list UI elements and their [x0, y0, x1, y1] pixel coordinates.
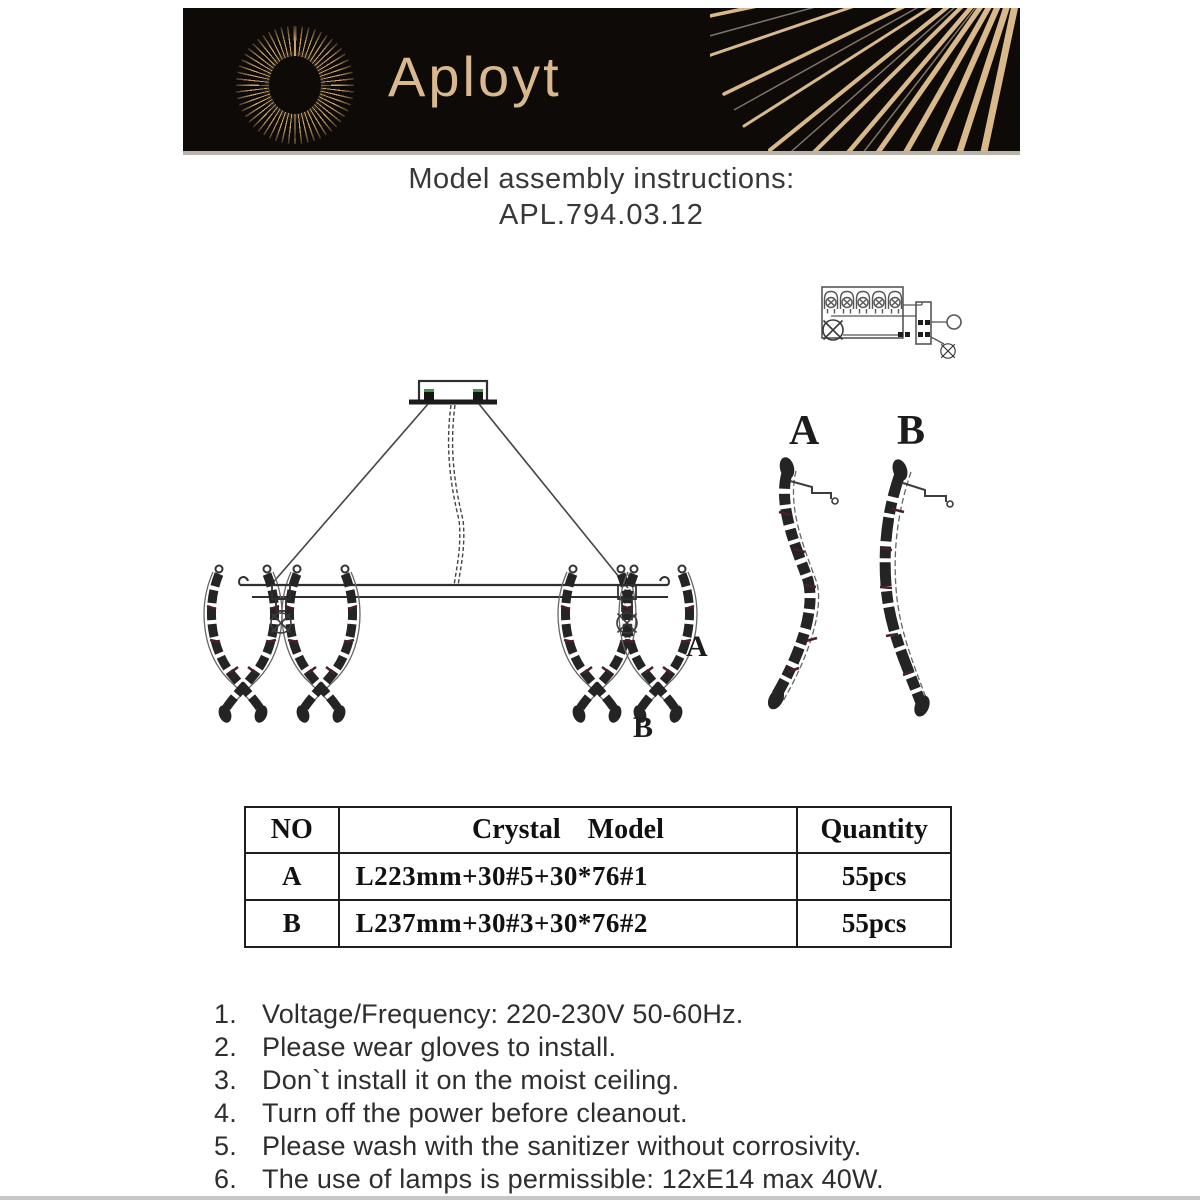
list-item: [214, 1031, 1034, 1064]
list-item: [214, 998, 1034, 1031]
item-text: Don`t install it on the moist ceiling.: [262, 1065, 680, 1095]
item-number: 1.: [214, 999, 237, 1029]
chandelier-label-a: A: [686, 630, 708, 663]
crystal-cluster: [204, 566, 282, 725]
title-block: [183, 163, 1020, 232]
part-a-label: A: [789, 408, 820, 454]
item-text: Please wash with the sanitizer without corrosivity.: [262, 1131, 862, 1161]
lamp-icon: [823, 320, 843, 340]
cell-qty: 55pcs: [797, 853, 951, 900]
item-number: 3.: [214, 1065, 237, 1095]
chandelier-diagram: [204, 381, 708, 744]
item-number: 5.: [214, 1131, 237, 1161]
table-row: [245, 900, 951, 947]
cell-qty: 55pcs: [797, 900, 951, 947]
rays-decoration-icon: [710, 8, 1020, 155]
list-item: [214, 1097, 1034, 1130]
item-number: 4.: [214, 1098, 237, 1128]
crystal-cluster: [558, 566, 636, 725]
item-text: The use of lamps is permissible: 12xE14 max 40W.: [262, 1164, 884, 1194]
crystal-part-a-diagram: [765, 408, 838, 712]
instructions-list: [214, 998, 1034, 1196]
brand-name: Aployt: [388, 45, 562, 108]
crystal-parts-table: [244, 806, 952, 948]
item-text: Turn off the power before cleanout.: [262, 1098, 688, 1128]
crystal-cluster: [282, 566, 360, 725]
list-item: [214, 1130, 1034, 1163]
cell-no: B: [245, 900, 339, 947]
table-header-row: [245, 807, 951, 853]
page-title: Model assembly instructions:: [408, 163, 795, 195]
part-b-label: B: [897, 408, 926, 454]
starburst-logo-icon: [236, 26, 354, 144]
model-number: APL.794.03.12: [499, 199, 704, 231]
item-number: 2.: [214, 1032, 237, 1062]
item-number: 6.: [214, 1164, 237, 1194]
scan-edge: [0, 1196, 1200, 1200]
cell-no: A: [245, 853, 339, 900]
chandelier-label-b: B: [633, 711, 654, 744]
cell-model: L237mm+30#3+30*76#2: [339, 900, 798, 947]
item-text: Voltage/Frequency: 220-230V 50-60Hz.: [262, 999, 744, 1029]
lamp-icon: [941, 344, 955, 358]
table-row: [245, 853, 951, 900]
brand-banner: [183, 8, 1020, 155]
list-item: [214, 1064, 1034, 1097]
crystal-part-b-diagram: [880, 408, 953, 719]
list-item: [214, 1163, 1034, 1196]
wiring-diagram: [822, 287, 961, 358]
cell-model: L223mm+30#5+30*76#1: [339, 853, 798, 900]
technical-diagrams: [180, 258, 1020, 773]
header-no: NO: [245, 807, 339, 853]
item-text: Please wear gloves to install.: [262, 1032, 617, 1062]
header-qty: Quantity: [797, 807, 951, 853]
header-model: Crystal Model: [339, 807, 798, 853]
